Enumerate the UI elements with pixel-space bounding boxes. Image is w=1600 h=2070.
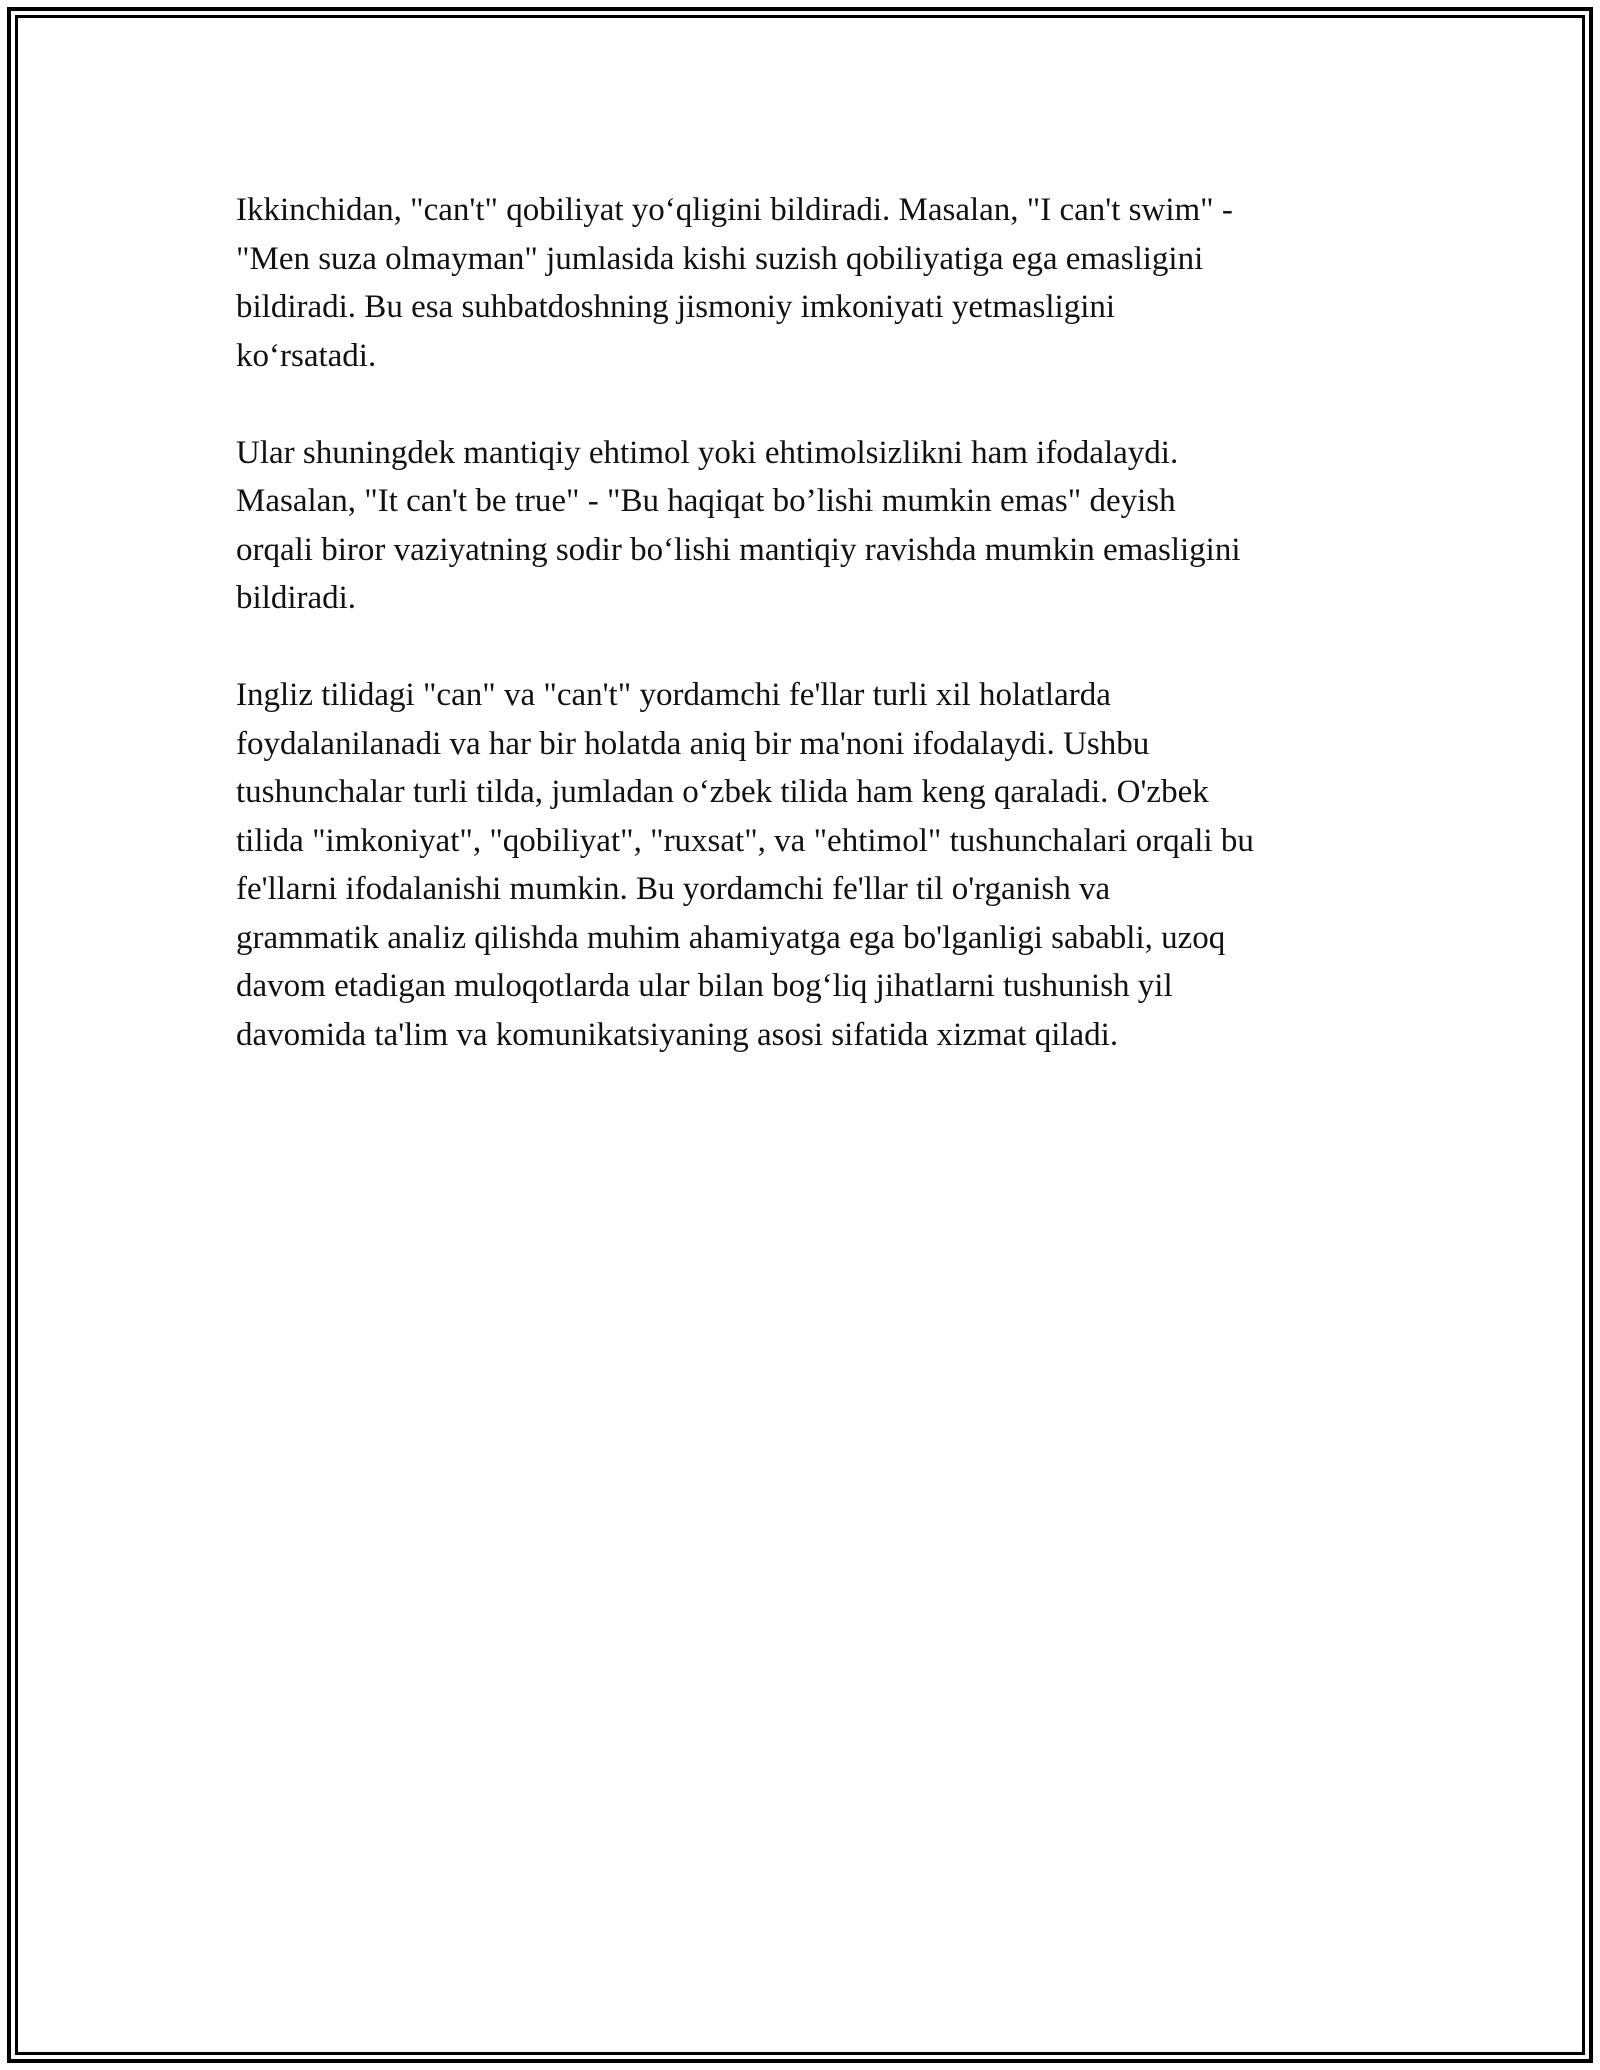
text-line: Masalan, "It can't be true" - "Bu haqiqat bo’lishi mumkin emas" deyish — [236, 483, 1176, 519]
text-line: orqali biror vaziyatning sodir bo‘lishi mantiqiy ravishda mumkin emasligini — [236, 531, 1241, 568]
text-line: grammatik analiz qilishda muhim ahamiyatga ega bo'lganligi sababli, uzoq — [236, 919, 1226, 956]
text-line: bildiradi. — [236, 580, 357, 616]
text-line: davom etadigan muloqotlarda ular bilan bog‘liq jihatlarni tushunish yil — [236, 968, 1173, 1004]
text-line: davomida ta'lim va komunikatsiyaning asosi sifatida xizmat qiladi. — [236, 1016, 1119, 1053]
text-line: "Men suza olmayman" jumlasida kishi suzish qobiliyatiga ega emasligini — [236, 240, 1204, 277]
document-body — [236, 186, 1376, 1108]
text-line: ko‘rsatadi. — [236, 337, 377, 374]
text-line: Ular shuningdek mantiqiy ehtimol yoki ehtimolsizlikni ham ifodalaydi. — [236, 434, 1179, 471]
paragraph-1 — [236, 186, 1376, 380]
text-line: tilida "imkoniyat", "qobiliyat", "ruxsat", va "ehtimol" tushunchalari orqali bu — [236, 822, 1254, 859]
text-line: fe'llarni ifodalanishi mumkin. Bu yordamchi fe'llar til o'rganish va — [236, 871, 1111, 907]
paragraph-2 — [236, 429, 1376, 623]
text-line: tushunchalar turli tilda, jumladan o‘zbek tilida ham keng qaraladi. O'zbek — [236, 774, 1209, 810]
text-line: Ingliz tilidagi "can" va "can't" yordamchi fe'llar turli xil holatlarda — [236, 677, 1111, 713]
text-line: Ikkinchidan, "can't" qobiliyat yo‘qligini bildiradi. Masalan, "I can't swim" - — [236, 192, 1233, 228]
text-line: bildiradi. Bu esa suhbatdoshning jismoniy imkoniyati yetmasligini — [236, 289, 1116, 325]
paragraph-3 — [236, 671, 1376, 1059]
text-line: foydalanilanadi va har bir holatda aniq bir ma'noni ifodalaydi. Ushbu — [236, 725, 1150, 762]
